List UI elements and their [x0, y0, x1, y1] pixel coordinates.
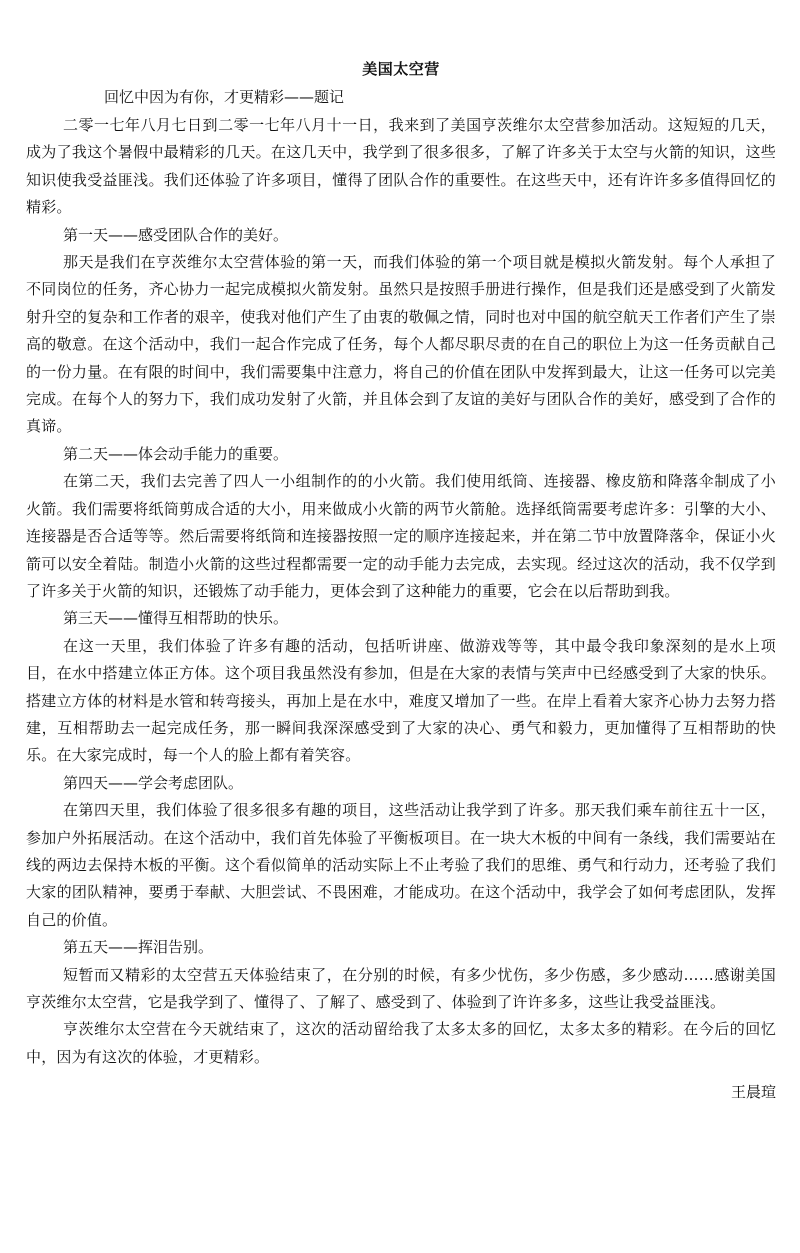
section-body-day4: 在第四天里，我们体验了很多很多有趣的项目，这些活动让我学到了许多。那天我们乘车前往五十一区，参加户外拓展活动。在这个活动中，我们首先体验了平衡板项目。在一块大木板的中间有一条线，我们需要站在线的两边去保持木板的平衡。这个看似简单的活动实际上不止考验了我们的思维、勇气和行动力，还考验了我们大家的团队精神，要勇于奉献、大胆尝试、不畏困难，才能成功。在这个活动中，我学会了如何考虑团队，发挥自己的价值。	[26, 801, 776, 929]
section-heading-day3: 第三天——懂得互相帮助的快乐。	[63, 609, 289, 628]
closing-paragraph: 亨茨维尔太空营在今天就结束了，这次的活动留给我了太多太多的回忆，太多太多的精彩。在今后的回忆中，因为有这次的体验，才更精彩。	[26, 1020, 776, 1066]
document-title: 美国太空营	[362, 60, 440, 78]
section-heading-day1: 第一天——感受团队合作的美好。	[63, 225, 289, 244]
document-subtitle: 回忆中因为有你，才更精彩——题记	[104, 88, 345, 106]
section-body-day1: 那天是我们在亨茨维尔太空营体验的第一天，而我们体验的第一个项目就是模拟火箭发射。每个人承担了不同岗位的任务，齐心协力一起完成模拟火箭发射。虽然只是按照手册进行操作，但是我们还是感受到了火箭发射升空的复杂和工作者的艰辛，使我对他们产生了由衷的敬佩之情，同时也对中国的航空航天工作者们产生了崇高的敬意。在这个活动中，我们一起合作完成了任务，每个人都尽职尽责的在自己的职位上为这一任务贡献自己的一份力量。在有限的时间中，我们需要集中注意力，将自己的价值在团队中发挥到最大，让这一任务可以完美完成。在每个人的努力下，我们成功发射了火箭，并且体会到了友谊的美好与团队合作的美好，感受到了合作的真谛。	[26, 253, 776, 436]
intro-paragraph: 二零一七年八月七日到二零一七年八月十一日，我来到了美国亨茨维尔太空营参加活动。这短短的几天，成为了我这个暑假中最精彩的几天。在这几天中，我学到了很多很多，了解了许多关于太空与火箭的知识，这些知识使我受益匪浅。我们还体验了许多项目，懂得了团队合作的重要性。在这些天中，还有许许多多值得回忆的精彩。	[26, 116, 776, 217]
section-body-day3: 在这一天里，我们体验了许多有趣的活动，包括听讲座、做游戏等等，其中最令我印象深刻的是水上项目，在水中搭建立体正方体。这个项目我虽然没有参加，但是在大家的表情与笑声中已经感受到了大家的快乐。搭建立方体的材料是水管和转弯接头，再加上是在水中，难度又增加了一些。在岸上看着大家齐心协力去努力搭建，互相帮助去一起完成任务，那一瞬间我深深感受到了大家的决心、勇气和毅力，更加懂得了互相帮助的快乐。在大家完成时，每一个人的脸上都有着笑容。	[26, 636, 776, 765]
section-body-day2: 在第二天，我们去完善了四人一小组制作的的小火箭。我们使用纸筒、连接器、橡皮筋和降落伞制成了小火箭。我们需要将纸筒剪成合适的大小，用来做成小火箭的两节火箭舱。选择纸筒需要考虑许多：引擎的大小、连接器是否合适等等。然后需要将纸筒和连接器按照一定的顺序连接起来，并在第二节中放置降落伞，保证小火箭可以安全着陆。制造小火箭的这些过程都需要一定的动手能力去完成，去实现。经过这次的活动，我不仅学到了许多关于火箭的知识，还锻炼了动手能力，更体会到了这种能力的重要，它会在以后帮助到我。	[26, 472, 776, 600]
document-page	[26, 58, 776, 1107]
section-body-day5: 短暂而又精彩的太空营五天体验结束了，在分别的时候，有多少忧伤，多少伤感，多少感动……感谢美国亨茨维尔太空营，它是我学到了、懂得了、了解了、感受到了、体验到了许许多多，这些让我受益匪浅。	[26, 965, 776, 1011]
section-heading-day2: 第二天——体会动手能力的重要。	[63, 444, 289, 463]
section-heading-day4: 第四天——学会考虑团队。	[63, 773, 244, 792]
section-heading-day5: 第五天——挥泪告别。	[63, 938, 214, 957]
author-signature: 王晨瑄	[730, 1083, 776, 1102]
